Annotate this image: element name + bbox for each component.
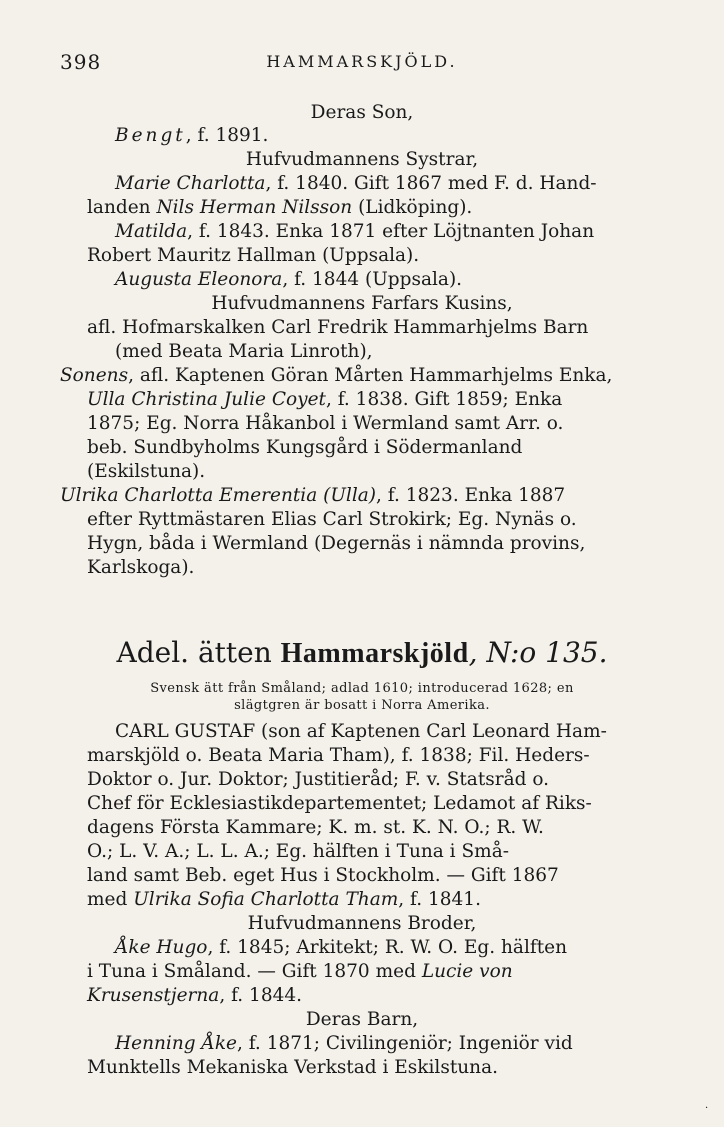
text-line: (Eskilstuna). xyxy=(87,461,206,482)
text-line: dagens Första Kammare; K. m. st. K. N. O.; R. W. xyxy=(87,817,544,838)
section-title: Adel. ätten Hammarskjöld, N:o 135. xyxy=(116,636,608,669)
text-line: Åke Hugo, f. 1845; Arkitekt; R. W. O. Eg. hälften xyxy=(115,937,568,958)
text-line: Marie Charlotta, f. 1840. Gift 1867 med F. d. Hand- xyxy=(115,173,597,194)
text-line: 1875; Eg. Norra Håkanbol i Wermland samt Arr. o. xyxy=(87,413,564,434)
page-number: 398 xyxy=(60,50,102,74)
text-line: Deras Son, xyxy=(310,102,414,123)
text-line: Matilda, f. 1843. Enka 1871 efter Löjtnanten Johan xyxy=(115,221,595,242)
text-line: beb. Sundbyholms Kungsgård i Södermanland xyxy=(87,437,523,458)
text-line: med Ulrika Sofia Charlotta Tham, f. 1841. xyxy=(87,889,481,910)
text-line: marskjöld o. Beata Maria Tham), f. 1838; Fil. Heders- xyxy=(87,745,590,766)
text-line: Henning Åke, f. 1871; Civilingeniör; Ingeniör vid xyxy=(115,1033,573,1054)
text-line: slägtgren är bosatt i Norra Amerika. xyxy=(234,698,490,713)
text-line: Hufvudmannens Farfars Kusins, xyxy=(211,293,513,314)
page-header xyxy=(0,50,724,76)
text-line: O.; L. V. A.; L. L. A.; Eg. hälften i Tuna i Små- xyxy=(87,841,509,862)
text-line: (med Beata Maria Linroth), xyxy=(115,341,373,362)
text-line: Ulrika Charlotta Emerentia (Ulla), f. 1823. Enka 1887 xyxy=(60,485,566,506)
text-line: Doktor o. Jur. Doktor; Justitieråd; F. v. Statsråd o. xyxy=(87,769,550,790)
text-line: efter Ryttmästaren Elias Carl Strokirk; Eg. Nynäs o. xyxy=(87,509,577,530)
text-line: Munktells Mekaniska Verkstad i Eskilstuna. xyxy=(87,1057,499,1078)
text-line: Deras Barn, xyxy=(305,1009,419,1030)
text-line: Hygn, båda i Wermland (Degernäs i nämnda provins, xyxy=(87,533,586,554)
signature-mark: · xyxy=(705,1103,709,1114)
text-line: landen Nils Herman Nilsson (Lidköping). xyxy=(87,197,473,218)
text-line: land samt Beb. eget Hus i Stockholm. — Gift 1867 xyxy=(87,865,559,886)
text-line: Robert Mauritz Hallman (Uppsala). xyxy=(87,245,420,266)
text-line: Chef för Ecklesiastikdepartementet; Ledamot af Riks- xyxy=(87,793,592,814)
text-line: i Tuna i Småland. — Gift 1870 med Lucie von xyxy=(87,961,513,982)
text-line: Krusenstjerna, f. 1844. xyxy=(87,985,303,1006)
text-line: Svensk ätt från Småland; adlad 1610; introducerad 1628; en xyxy=(150,681,574,696)
text-line: Sonens, afl. Kaptenen Göran Mårten Hammarhjelms Enka, xyxy=(60,365,613,386)
text-line: Bengt, f. 1891. xyxy=(115,125,269,146)
text-line: afl. Hofmarskalken Carl Fredrik Hammarhjelms Barn xyxy=(87,317,589,338)
text-line: Augusta Eleonora, f. 1844 (Uppsala). xyxy=(115,269,463,290)
text-line: Hufvudmannens Systrar, xyxy=(245,149,479,170)
text-line: Ulla Christina Julie Coyet, f. 1838. Gift 1859; Enka xyxy=(87,389,563,410)
text-line: CARL GUSTAF (son af Kaptenen Carl Leonard Ham- xyxy=(115,721,607,742)
running-head: HAMMARSKJÖLD. xyxy=(266,52,458,71)
text-line: Hufvudmannens Broder, xyxy=(247,913,477,934)
text-line: Karlskoga). xyxy=(87,557,195,578)
